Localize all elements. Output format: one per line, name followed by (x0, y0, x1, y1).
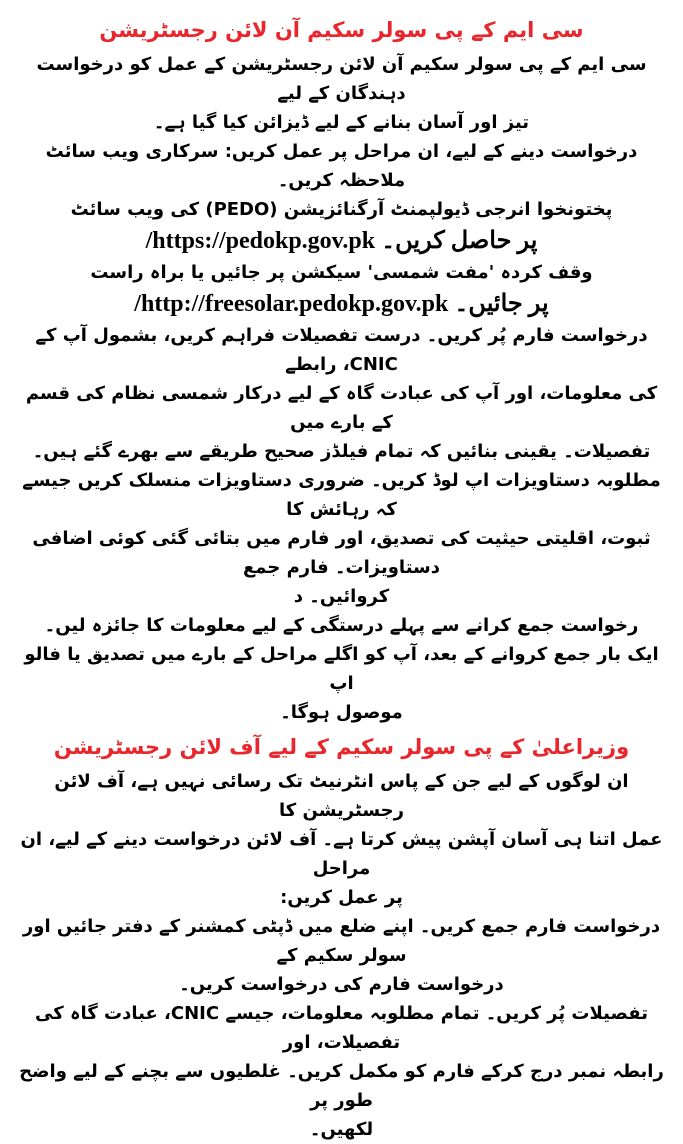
paragraph-line: ایک بار جمع کروانے کے بعد، آپ کو اگلے مراحل کے بارے میں تصدیق یا فالو اپ (24, 644, 659, 694)
paragraph-line: سی ایم کے پی سولر سکیم آن لائن رجسٹریشن کے عمل کو درخواست دہندگان کے لیے (36, 54, 647, 104)
paragraph-line: رابطہ نمبر درج کرکے فارم کو مکمل کریں۔ غلطیوں سے بچنے کے لیے واضح طور پر (19, 1061, 664, 1111)
section-heading-online-registration: سی ایم کے پی سولر سکیم آن لائن رجسٹریشن (99, 18, 584, 42)
paragraph-line: تفصیلات پُر کریں۔ تمام مطلوبہ معلومات، جیسے CNIC، عبادت گاہ کی تفصیلات، اور (35, 1003, 648, 1053)
paragraph-line: پر عمل کریں: (280, 887, 403, 908)
paragraph-line: موصول ہوگا۔ (280, 702, 403, 723)
paragraph-line: پختونخوا انرجی ڈیولپمنٹ آرگنائزیشن (PEDO) کی ویب سائٹ (70, 199, 613, 220)
paragraph-line: وقف کردہ 'مفت شمسی' سیکشن پر جائیں یا براہ راست (90, 262, 593, 283)
paragraph-line: ثبوت، اقلیتی حیثیت کی تصدیق، اور فارم میں بتائی گئی کوئی اضافی دستاویزات۔ فارم جمع (32, 528, 651, 578)
paragraph-line: کروائیں۔ د (293, 586, 390, 607)
section-heading-offline-registration: وزیراعلیٰ کے پی سولر سکیم کے لیے آف لائن رجسٹریشن (53, 735, 630, 759)
paragraph-line: درخواست فارم جمع کریں۔ اپنے ضلع میں ڈپٹی کمشنر کے دفتر جائیں اور سولر سکیم کے (22, 916, 661, 966)
paragraph-line: مطلوبہ دستاویزات اپ لوڈ کریں۔ ضروری دستاویزات منسلک کریں جیسے کہ رہائش کا (22, 470, 661, 520)
paragraph-line: عمل اتنا ہی آسان آپشن پیش کرتا ہے۔ آف لائن درخواست دینے کے لیے، ان مراحل (20, 829, 663, 879)
paragraph-line: ان لوگوں کے لیے جن کے پاس انٹرنیٹ تک رسائی نہیں ہے، آف لائن رجسٹریشن کا (54, 771, 629, 821)
paragraph-line: درخواست دینے کے لیے، ان مراحل پر عمل کریں: سرکاری ویب سائٹ ملاحظہ کریں۔ (45, 141, 638, 191)
freesolar-website-line: /http://freesolar.pedokp.gov.pk پر جائیں۔ (134, 291, 549, 317)
paragraph-line: درخواست فارم پُر کریں۔ درست تفصیلات فراہم کریں، بشمول آپ کے CNIC، رابطے (35, 325, 648, 375)
paragraph-line: رخواست جمع کرانے سے پہلے درستگی کے لیے معلومات کا جائزہ لیں۔ (44, 615, 639, 636)
paragraph-line: لکھیں۔ (309, 1119, 374, 1140)
paragraph-line: کی معلومات، اور آپ کی عبادت گاہ کے لیے درکار شمسی نظام کی قسم کے بارے میں (25, 383, 658, 433)
paragraph-line: تیز اور آسان بنانے کے لیے ڈیزائن کیا گیا ہے۔ (153, 112, 530, 133)
paragraph-line: تفصیلات۔ یقینی بنائیں کہ تمام فیلڈز صحیح طریقے سے بھرے گئے ہیں۔ (32, 441, 651, 462)
paragraph-line: درخواست فارم کی درخواست کریں۔ (179, 974, 504, 995)
pedo-website-line: /https://pedokp.gov.pk پر حاصل کریں۔ (145, 228, 538, 254)
